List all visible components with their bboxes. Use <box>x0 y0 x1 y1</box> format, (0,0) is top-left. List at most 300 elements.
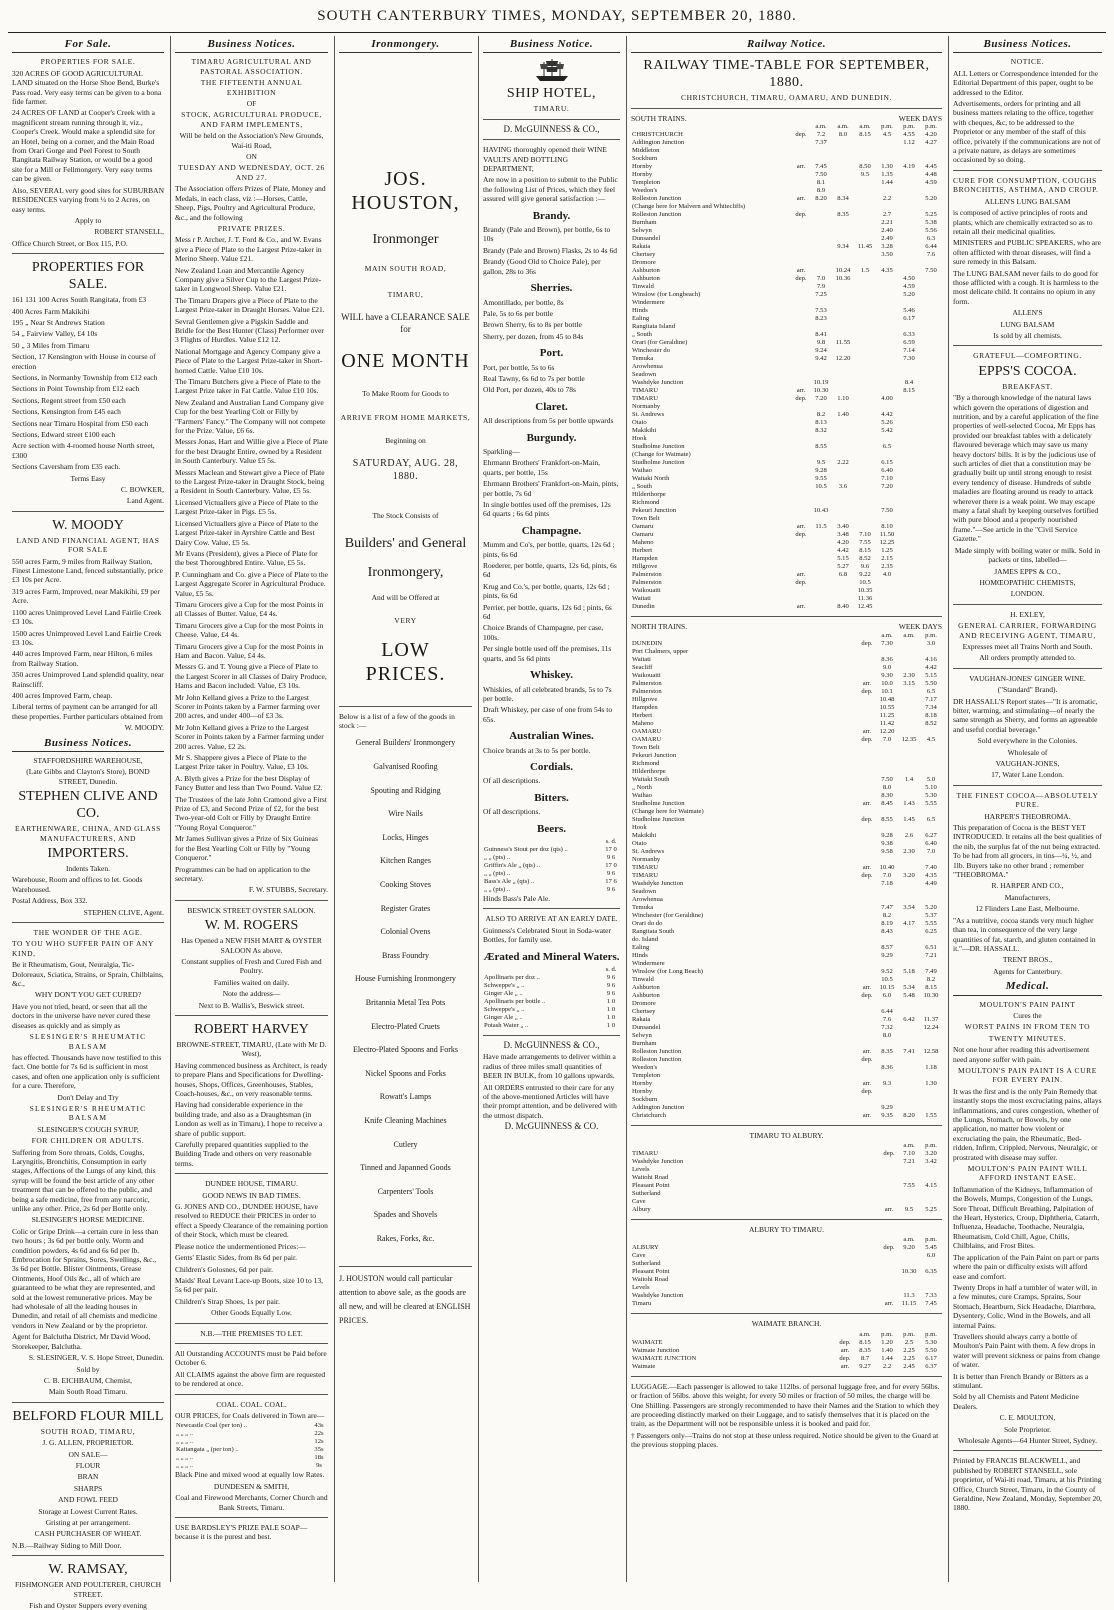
ad-title: ROBERT HARVEY <box>194 1021 309 1037</box>
table-cell <box>792 203 810 211</box>
table-cell <box>920 387 942 395</box>
table-row <box>175 1438 328 1446</box>
prize-item: Mr Evans (President), gives a Piece of Plate for the best Thoroughbred Entire. Value, £5 5s. <box>175 548 318 568</box>
timetable-row <box>631 403 942 411</box>
table-row <box>175 1454 328 1462</box>
table-cell <box>858 752 876 760</box>
beer-price-table <box>483 838 620 894</box>
ad-text: Gristing at per arrangement. <box>45 1517 131 1527</box>
table-cell: 8.20 <box>815 195 827 203</box>
table-cell: dep. <box>883 1244 895 1252</box>
table-row <box>175 1422 328 1430</box>
price-item: Whiskies, of all celebrated brands, 5s to 7s per bottle. <box>483 684 612 703</box>
table-cell <box>792 235 810 243</box>
property-item: Sections, in Normanby Township from £12 each <box>12 372 158 382</box>
prize-item: The Timaru Drapers give a Piece of Plate to the Largest Prize-taker in Draught Horses. Value £21. <box>175 295 325 315</box>
newspaper-page <box>8 36 1106 1610</box>
timetable-row <box>631 451 942 459</box>
table-cell <box>858 1064 876 1072</box>
timetable-row <box>631 784 942 792</box>
table-row <box>483 862 620 870</box>
timetable-row <box>631 443 942 451</box>
table-cell: 4.35 <box>881 267 893 275</box>
ad-text: Travellers should always carry a bottle of Moulton's Pain Paint with them. A few drops in water will prevent sickness or pains from change of water. <box>953 1331 1100 1370</box>
table-cell <box>854 443 876 451</box>
price-item: Ehrmann Brothers' Frankfort-on-Main, pints, per bottle, 7s 6d <box>483 479 619 498</box>
table-cell: Ealing <box>632 315 650 323</box>
table-header-row <box>631 632 942 640</box>
table-cell: 5.20 <box>925 195 937 203</box>
ad-text: And will be Offered at <box>371 592 440 602</box>
ad-text: is composed of active principles of roots and plants, which are chemically extracted so as to retain all their medicinal qualities. <box>953 208 1093 236</box>
table-cell <box>898 952 920 960</box>
table-cell <box>898 595 920 603</box>
table-cell <box>792 259 810 267</box>
table-cell <box>854 187 876 195</box>
table-cell <box>898 1284 920 1292</box>
table-cell: Waitohi Road <box>632 1174 669 1182</box>
product-name: LUNG BALSAM <box>1000 319 1055 329</box>
table-cell <box>876 595 898 603</box>
ad-text: Main South Road Timaru. <box>48 1387 128 1397</box>
table-cell: 1 0 <box>606 1006 616 1013</box>
timetable-row <box>631 1024 942 1032</box>
table-cell: OAMARU <box>632 727 662 735</box>
timetable-row <box>631 1244 942 1252</box>
column-business-notices-right <box>948 36 1106 1582</box>
ad-title: PRIVATE PRIZES. <box>217 223 286 233</box>
ad-text: Warehouse, Room and offices to let. Goods Warehoused. <box>12 875 143 894</box>
table-cell <box>880 1292 898 1300</box>
table-cell: arr. <box>796 603 806 611</box>
table-cell <box>920 960 942 968</box>
table-cell <box>880 1268 898 1276</box>
table-cell: 3.50 <box>881 251 893 259</box>
timetable-row <box>631 728 942 736</box>
table-cell: 2.2 <box>882 195 892 203</box>
price-item: Children's Strap Shoes, 1s per pair. <box>175 1296 280 1306</box>
timetable-row <box>631 648 942 656</box>
table-cell <box>854 139 876 147</box>
table-cell <box>810 371 832 379</box>
ad-subtitle: FISHMONGER AND POULTERER, CHURCH STREET. <box>15 1580 161 1599</box>
table-cell: 8.52 <box>859 555 871 563</box>
table-cell <box>898 467 920 475</box>
table-cell: Templeton <box>632 1071 661 1079</box>
table-cell: 7.21 <box>903 1158 915 1166</box>
ad-subtitle: Ironmonger <box>372 232 439 248</box>
table-cell: TIMARU <box>632 1150 659 1158</box>
table-cell <box>792 315 810 323</box>
table-cell: 9 6 <box>606 885 616 893</box>
table-cell <box>898 1032 920 1040</box>
table-cell: Richmond <box>632 499 660 507</box>
timetable-subtitle: CHRISTCHURCH, TIMARU, OAMARU, AND DUNEDIN. <box>681 93 892 103</box>
table-cell <box>876 1072 898 1080</box>
timetable-row <box>631 155 942 163</box>
timetable-row <box>631 507 942 515</box>
table-cell: 9 6 <box>606 869 616 877</box>
prize-item: Mr John Kelland gives a Prize to the Largest Scorer in Points taken by a Farmer farming under 200 acres. Value, £2 2s. <box>175 722 324 751</box>
table-cell: 6.59 <box>903 339 915 347</box>
section-header: Business Notices. <box>175 36 328 53</box>
table-cell <box>854 491 876 499</box>
table-cell: 7.45 <box>815 163 827 171</box>
table-cell <box>876 896 898 904</box>
table-cell: 1.5 <box>860 267 870 275</box>
table-cell <box>920 283 942 291</box>
timetable-row <box>631 587 942 595</box>
table-cell: „ North <box>632 783 652 791</box>
table-cell: 4.20 <box>837 539 849 547</box>
goods-item: Spades and Shovels <box>373 1210 438 1220</box>
prize-item: Messrs G. and T. Young give a Piece of Plate to the Largest Scorer in all Classes of Dairy Produce, Hams and Bacon included. Value, £3 10s. <box>175 662 327 691</box>
table-cell <box>832 291 854 299</box>
goods-item: Locks, Hinges <box>382 832 429 842</box>
table-cell <box>898 211 920 219</box>
table-cell: 2.7 <box>882 211 892 219</box>
table-cell: Rangitata South <box>632 927 675 935</box>
table-cell: Griffin's Ale „ (qts) .. <box>484 861 541 869</box>
table-cell <box>898 1080 920 1088</box>
timetable-row <box>631 688 942 696</box>
ad-text: Is sold by all chemists. <box>993 330 1062 340</box>
table-cell: 9 6 <box>606 982 616 989</box>
table-cell <box>810 219 832 227</box>
timetable-row <box>631 539 942 547</box>
table-cell <box>920 563 942 571</box>
table-cell <box>898 571 920 579</box>
table-cell <box>858 904 876 912</box>
table-cell <box>880 1190 898 1198</box>
table-cell <box>920 531 942 539</box>
table-cell: Rakaia <box>632 1015 651 1023</box>
table-cell: 17 0 <box>605 845 617 853</box>
table-cell <box>920 579 942 587</box>
table-row <box>483 1022 620 1030</box>
table-cell <box>792 187 810 195</box>
property-item: Sections near Timaru Hospital from £50 each <box>12 418 149 428</box>
property-item: 24 ACRES OF LAND at Cooper's Creek with a magnificent stream running through it, viz., Cooper's Creek. Would make a splendid site for an Hotel, being on a corner, and the Main Road from Orari Gorge and Peel Forest to South Rangitata Railway Station, or would be a good site for a Mill or Fellmongery. Very easy terms can be given. <box>12 108 156 184</box>
table-header-row <box>483 966 620 974</box>
table-cell <box>858 784 876 792</box>
table-cell: a.m. <box>881 631 893 639</box>
timetable-row <box>631 776 942 784</box>
table-cell <box>854 507 876 515</box>
table-cell <box>876 1040 898 1048</box>
table-cell: 1.4 <box>904 775 914 783</box>
table-cell: Tinwald <box>632 975 654 983</box>
table-row <box>483 974 620 982</box>
table-cell: 9.24 <box>815 347 827 355</box>
table-cell: 7.25 <box>815 291 827 299</box>
timetable-row <box>631 363 942 371</box>
table-cell: Newcastle Coal (per ton) .. <box>176 1422 248 1430</box>
prize-item: Mess r P. Archer, J. T. Ford & Co., and W. Evans give a Piece of Plate to the Largest Prize-taker in Merino Sheep. Value £21. <box>175 235 322 264</box>
table-cell <box>832 451 854 459</box>
table-cell <box>876 291 898 299</box>
goods-item: General Builders' Ironmongery <box>355 738 456 748</box>
table-cell: a.m. <box>903 1236 915 1244</box>
ad-subtitle: BREAKFAST. <box>1002 381 1053 391</box>
table-cell <box>920 760 942 768</box>
table-cell: Waihao <box>632 467 652 475</box>
table-cell: 5.45 <box>925 1244 937 1252</box>
prize-item: Messrs Jonas, Hart and Willie give a Piece of Plate for the best Draught Entire, owned by a Resident in South Canterbury. Value £5 5s. <box>175 437 328 466</box>
ad-text: Constant supplies of Fresh and Cured Fish and Poultry. <box>181 956 322 976</box>
table-cell <box>810 363 832 371</box>
table-cell: 8.36 <box>881 655 893 663</box>
ad-title: Ironmongery, <box>367 564 444 580</box>
table-cell <box>854 179 876 187</box>
table-cell: 7.50 <box>881 775 893 783</box>
timetable-row <box>631 1339 942 1347</box>
ad-title: EPPS'S COCOA. <box>978 363 1077 379</box>
table-cell <box>880 1182 898 1190</box>
ad-text: J. HOUSTON would call particular attention to above sale, as the goods are all new, and will be cleared at ENGLISH PRICES. <box>339 1273 471 1325</box>
table-cell: Sutherland <box>632 1260 661 1268</box>
table-cell <box>898 363 920 371</box>
table-cell <box>920 315 942 323</box>
timetable-row <box>631 515 942 523</box>
table-cell <box>876 347 898 355</box>
table-cell: 2.2 <box>882 1362 892 1370</box>
table-cell <box>832 155 854 163</box>
table-cell: 5.50 <box>925 1346 937 1354</box>
masthead: SOUTH CANTERBURY TIMES, MONDAY, SEPTEMBER 20, 1880. <box>317 8 797 24</box>
table-cell <box>832 307 854 315</box>
table-cell: Hillgrove <box>632 695 658 703</box>
south-trains-table <box>631 123 942 611</box>
timetable-row <box>631 283 942 291</box>
table-cell: 9.55 <box>815 475 827 483</box>
table-cell: 4.55 <box>903 131 915 139</box>
timetable-row <box>631 1048 942 1056</box>
table-cell: Middleton <box>632 147 660 155</box>
table-cell: 10.30 <box>923 991 939 999</box>
ad-text: Black Pine and mixed wood at equally low Rates. <box>175 1470 325 1480</box>
timetable-row <box>631 579 942 587</box>
timetable-row <box>631 1174 942 1182</box>
table-cell <box>858 776 876 784</box>
table-cell: s. d. <box>605 837 617 845</box>
table-cell <box>858 952 876 960</box>
table-cell: Dunedin <box>632 603 655 611</box>
table-cell: 9 6 <box>606 974 616 981</box>
table-cell <box>898 880 920 888</box>
table-cell: 8.15 <box>859 131 871 139</box>
table-cell: 8.7 <box>860 1354 870 1362</box>
ad-text: HAVING thoroughly opened their WINE VAULTS AND BOTTLING DEPARTMENT, <box>483 145 607 174</box>
table-cell: 5.15 <box>925 671 937 679</box>
table-cell <box>898 227 920 235</box>
table-cell <box>832 443 854 451</box>
ad-text: Suffering from Sore throats, Colds, Coughs, Laryngitis, Bronchitis, Consumption in early stages, Affections of the Lungs of any kind, this syrup will be found the best article of any other treatment that can be offered to the public, and being a safe medicine, free from any narcotic, unlike any other. Price, 2s 6d per Bottle only. <box>12 1147 156 1213</box>
table-cell <box>898 1174 920 1182</box>
timetable-row <box>631 1300 942 1308</box>
table-cell <box>898 147 920 155</box>
table-cell <box>920 555 942 563</box>
table-cell: a.m. <box>859 1330 871 1338</box>
table-cell: St. Andrews <box>632 847 665 855</box>
table-cell: 8.0 <box>882 1031 892 1039</box>
table-cell <box>920 1284 942 1292</box>
table-cell: Normanby <box>632 403 661 411</box>
table-cell: arr. <box>862 1079 872 1087</box>
table-cell: 1.44 <box>881 179 893 187</box>
table-cell <box>858 832 876 840</box>
table-cell <box>920 936 942 944</box>
table-cell: p.m. <box>881 123 893 131</box>
ad-text: VERY <box>394 616 417 626</box>
table-cell <box>792 595 810 603</box>
table-cell: 8.15 <box>859 547 871 555</box>
table-cell: s. d. <box>605 966 617 973</box>
timetable-row <box>631 856 942 864</box>
table-cell: 12s <box>314 1438 324 1446</box>
table-cell <box>898 1008 920 1016</box>
albury-timaru-table <box>631 1236 942 1308</box>
ad-text: All CLAIMS against the above firm are requested to be rendered at once. <box>175 1369 326 1389</box>
table-cell <box>854 427 876 435</box>
table-cell: Richmond <box>632 759 660 767</box>
table-cell: Sockburn <box>632 155 658 163</box>
table-cell: 18s <box>314 1454 324 1462</box>
property-item: 400 acres Improved Farm, cheap. <box>12 690 113 700</box>
table-cell <box>876 1096 898 1104</box>
timetable-row <box>631 387 942 395</box>
property-item: Section, 17 Kensington with House in course of erection <box>12 352 156 371</box>
table-cell: dep. <box>795 531 807 539</box>
table-cell: 12.58 <box>923 1047 939 1055</box>
table-cell <box>898 371 920 379</box>
table-cell: Hook <box>632 435 647 443</box>
table-cell: 6.51 <box>925 943 937 951</box>
table-cell: 6.42 <box>903 1015 915 1023</box>
table-cell: 9.42 <box>815 355 827 363</box>
table-cell: p.m. <box>903 123 915 131</box>
table-cell: Weedon's <box>632 1063 658 1071</box>
timetable-row <box>631 760 942 768</box>
table-cell <box>920 427 942 435</box>
price-item: Port, per bottle, 5s to 6s <box>483 362 555 372</box>
table-cell: Hornby <box>632 1079 653 1087</box>
table-row <box>175 1430 328 1438</box>
ad-text: N.B.—THE PREMISES TO LET. <box>200 1328 303 1338</box>
table-cell: 1.43 <box>903 799 915 807</box>
table-cell: 10.35 <box>857 587 873 595</box>
table-cell <box>920 768 942 776</box>
timetable-row <box>631 603 942 611</box>
timetable-row <box>631 800 942 808</box>
table-cell <box>898 459 920 467</box>
timetable-row <box>631 1088 942 1096</box>
table-cell <box>832 147 854 155</box>
table-cell <box>898 1276 920 1284</box>
ad-title: PROPERTIES FOR SALE. <box>40 57 136 67</box>
table-cell <box>858 664 876 672</box>
timetable-row <box>631 904 942 912</box>
table-cell <box>898 712 920 720</box>
property-item: 161 131 100 Acres South Rangitata, from £3 <box>12 295 147 305</box>
table-cell <box>792 499 810 507</box>
table-cell: dep. <box>795 211 807 219</box>
table-cell: 3.54 <box>903 903 915 911</box>
table-cell <box>792 459 810 467</box>
table-cell <box>876 307 898 315</box>
table-cell: Herbert <box>632 711 653 719</box>
table-cell: Ashburton <box>632 983 660 991</box>
timetable-row <box>631 211 942 219</box>
prize-item: New Zealand Loan and Mercantile Agency Company give a Silver Cup to the Largest Prize-taker in Longwool Sheep. Value £21. <box>175 265 322 294</box>
ad-title: MOULTON'S PAIN PAINT IS A CURE FOR EVERY PAIN. <box>958 1065 1097 1085</box>
property-item: 1500 acres Unimproved Level Land Fairlie Creek £3 10s. <box>12 628 162 647</box>
table-cell <box>920 379 942 387</box>
table-cell <box>876 403 898 411</box>
timetable-row <box>631 227 942 235</box>
table-cell: Palmerston <box>632 679 662 687</box>
table-cell: 7.40 <box>925 863 937 871</box>
table-cell: 8.43 <box>881 927 893 935</box>
table-cell <box>898 1166 920 1174</box>
ad-text: DR HASSALL'S Report states—"It is aromatic, bitter, warming, and stimulating—of nearly the same strength as Sherry, and forms an agreeable and useful cordial beverage." <box>953 696 1098 734</box>
ad-text: Sold everywhere in the Colonies. <box>977 736 1078 746</box>
table-cell <box>858 704 876 712</box>
table-cell: 11.55 <box>835 339 851 347</box>
timetable-row <box>631 1064 942 1072</box>
table-cell <box>898 195 920 203</box>
table-cell <box>832 179 854 187</box>
table-cell: 17 6 <box>605 877 617 885</box>
table-cell: 7.6 <box>926 251 936 259</box>
table-cell <box>792 547 810 555</box>
table-cell <box>832 219 854 227</box>
table-cell: „ South <box>632 331 652 339</box>
table-cell <box>858 976 876 984</box>
table-cell: Ginger Ale „ .. <box>484 990 523 997</box>
table-cell: 8.0 <box>838 131 848 139</box>
timetable-row <box>631 291 942 299</box>
ad-text: Families waited on daily. <box>213 977 290 987</box>
table-cell: 3.15 <box>903 679 915 687</box>
table-cell <box>920 155 942 163</box>
prize-item: The Timaru Butchers give a Piece of Plate to the Largest Prize taker in Fat Cattle. Value £10 10s. <box>175 377 321 396</box>
table-cell: Rolleston Junction <box>632 195 682 203</box>
table-cell <box>792 139 810 147</box>
timetable-row <box>631 792 942 800</box>
table-cell: Pekeuri Junction <box>632 507 677 515</box>
table-cell <box>898 587 920 595</box>
ad-text: Cures the <box>1013 1010 1042 1020</box>
table-cell <box>920 187 942 195</box>
table-cell <box>898 219 920 227</box>
timetable-row <box>631 251 942 259</box>
table-cell: 5.25 <box>925 211 937 219</box>
ad-subtitle: FOR CHILDREN OR ADULTS. <box>31 1136 145 1146</box>
table-row <box>483 870 620 878</box>
ad-title: Builders' and General <box>344 535 467 551</box>
timetable-row <box>631 984 942 992</box>
timetable-row <box>631 704 942 712</box>
table-cell <box>880 1252 898 1260</box>
table-cell <box>920 587 942 595</box>
table-cell: Rangitata Island <box>632 323 676 331</box>
table-cell <box>920 355 942 363</box>
table-cell: 8.35 <box>837 211 849 219</box>
table-cell <box>858 768 876 776</box>
table-cell <box>858 936 876 944</box>
table-cell: 10.19 <box>813 379 829 387</box>
